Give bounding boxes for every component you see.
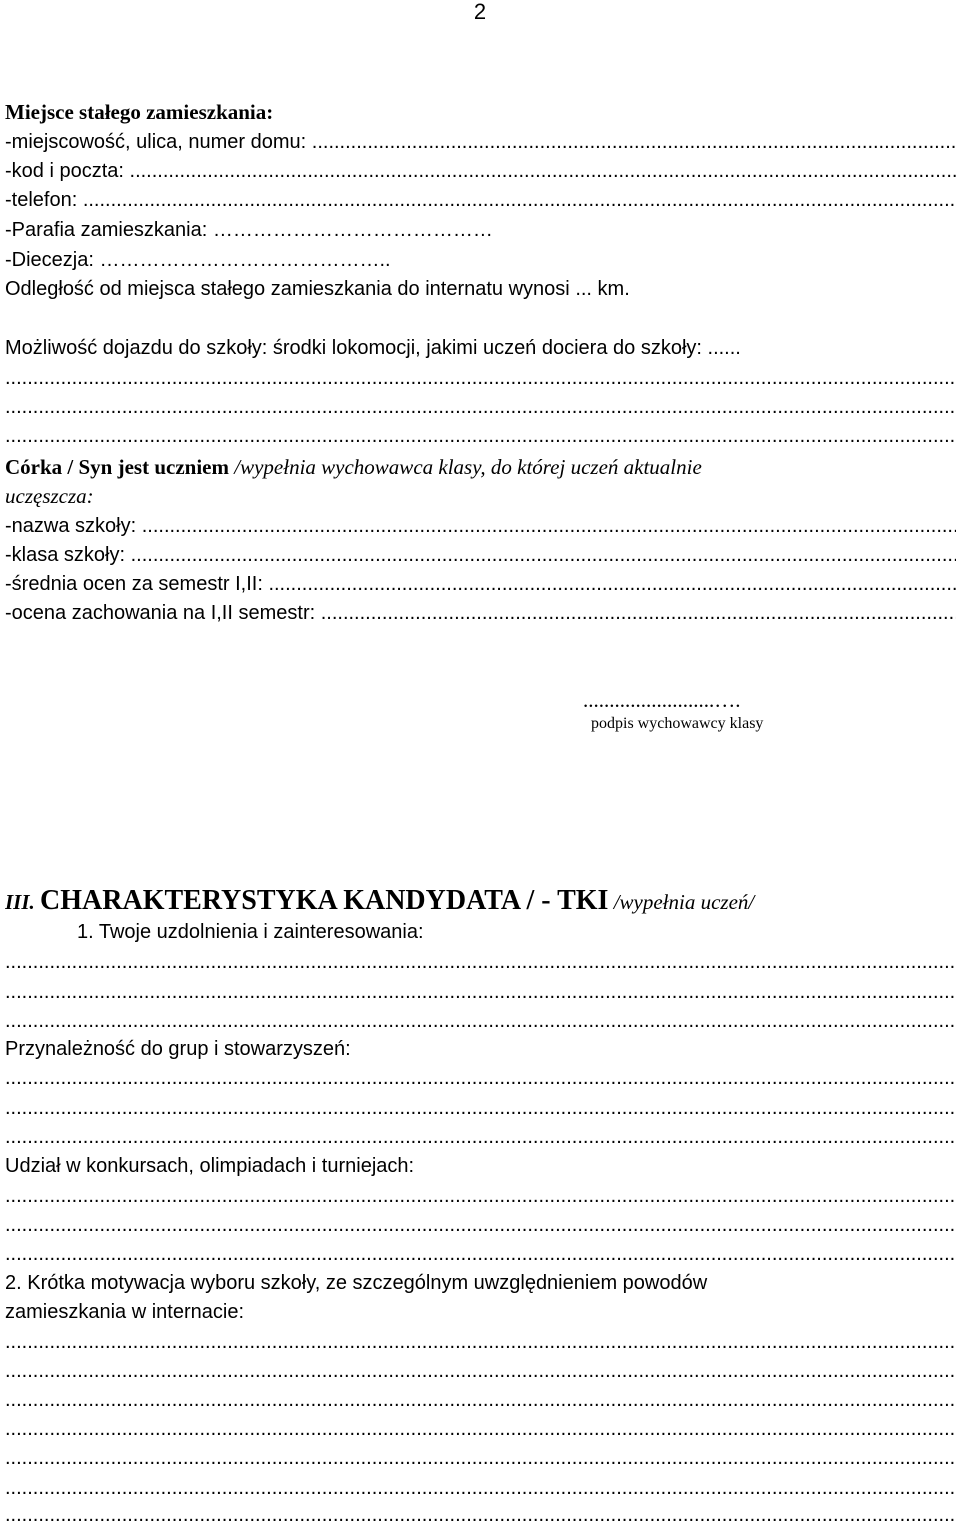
groups-line-3[interactable] <box>5 1125 956 1149</box>
contests-line-2[interactable] <box>5 1213 956 1237</box>
contests-line-3[interactable] <box>5 1242 956 1266</box>
groups-line-1[interactable] <box>5 1066 956 1090</box>
distance-unit: ... km. <box>575 278 630 300</box>
postal-label: -kod i poczta: <box>5 160 124 182</box>
q2-line-2[interactable] <box>5 1359 956 1383</box>
phone-label: -telefon: <box>5 189 78 211</box>
diocese-end: .. <box>379 249 391 271</box>
commute-line-3[interactable] <box>5 395 956 419</box>
commute-label: Możliwość dojazdu do szkoły: środki lokomocji, jakimi uczeń dociera do szkoły: <box>5 337 702 359</box>
average-label: -średnia ocen za semestr I,II: <box>5 573 263 595</box>
q2-line-6[interactable] <box>5 1476 956 1500</box>
q2-label-line-1: 2. Krótka motywacja wyboru szkoły, ze szczególnym uwzględnieniem powodów <box>5 1272 708 1294</box>
diocese-fill <box>94 249 380 271</box>
q1-line-3[interactable] <box>5 1009 956 1033</box>
section3-title: CHARAKTERYSTYKA KANDYDATA / - TKI <box>40 886 609 916</box>
commute-line-2[interactable] <box>5 366 956 390</box>
average-field[interactable] <box>5 572 956 596</box>
q2-line-7[interactable] <box>5 1503 956 1527</box>
behavior-field[interactable] <box>5 601 956 625</box>
section3-heading <box>5 886 956 917</box>
parish-field[interactable] <box>5 218 956 242</box>
student-heading <box>5 455 956 479</box>
address-field[interactable] <box>5 130 956 154</box>
address-label: -miejscowość, ulica, numer domu: <box>5 131 307 153</box>
section3-numeral: III. <box>5 890 35 914</box>
contests-line-1[interactable] <box>5 1184 956 1208</box>
q2-line-4[interactable] <box>5 1417 956 1441</box>
contests-label: Udział w konkursach, olimpiadach i turniejach: <box>5 1155 415 1177</box>
parish-fill <box>207 219 493 241</box>
class-label: -klasa szkoły: <box>5 544 126 566</box>
q1-line-1[interactable] <box>5 950 956 974</box>
page-number: 2 <box>473 0 487 24</box>
distance-label: Odległość od miejsca stałego zamieszkania do internatu wynosi <box>5 278 570 300</box>
groups-label: Przynależność do grup i stowarzyszeń: <box>5 1038 351 1060</box>
parish-label: -Parafia zamieszkania: <box>5 219 208 241</box>
school-name-field[interactable] <box>5 514 956 538</box>
commute-line-4[interactable] <box>5 424 956 448</box>
diocese-field[interactable] <box>5 248 956 272</box>
q2-label-line-2: zamieszkania w internacie: <box>5 1301 244 1323</box>
signature-line[interactable]: .........................…. <box>583 688 741 712</box>
phone-field[interactable] <box>5 188 956 212</box>
residence-heading: Miejsce stałego zamieszkania: <box>5 100 274 124</box>
distance-field[interactable] <box>5 277 956 301</box>
groups-line-2[interactable] <box>5 1096 956 1120</box>
postal-field[interactable] <box>5 159 956 183</box>
q2-line-1[interactable] <box>5 1330 956 1354</box>
q1-line-2[interactable] <box>5 980 956 1004</box>
commute-trailing: ...... <box>707 337 741 359</box>
q2-line-5[interactable] <box>5 1446 956 1470</box>
student-heading-note: /wypełnia wychowawca klasy, do której uczeń aktualnie <box>234 455 702 479</box>
behavior-label: -ocena zachowania na I,II semestr: <box>5 602 316 624</box>
section3-note: /wypełnia uczeń/ <box>613 890 755 914</box>
q2-line-3[interactable] <box>5 1388 956 1412</box>
diocese-label: -Diecezja: <box>5 249 94 271</box>
class-field[interactable] <box>5 543 956 567</box>
student-heading-bold: Córka / Syn jest uczniem <box>5 455 229 479</box>
student-heading-note-2: uczęszcza: <box>5 484 94 508</box>
school-name-label: -nazwa szkoły: <box>5 515 137 537</box>
q1-label: 1. Twoje uzdolnienia i zainteresowania: <box>77 921 424 943</box>
signature-label: podpis wychowawcy klasy <box>591 715 764 732</box>
commute-field[interactable] <box>5 336 956 360</box>
